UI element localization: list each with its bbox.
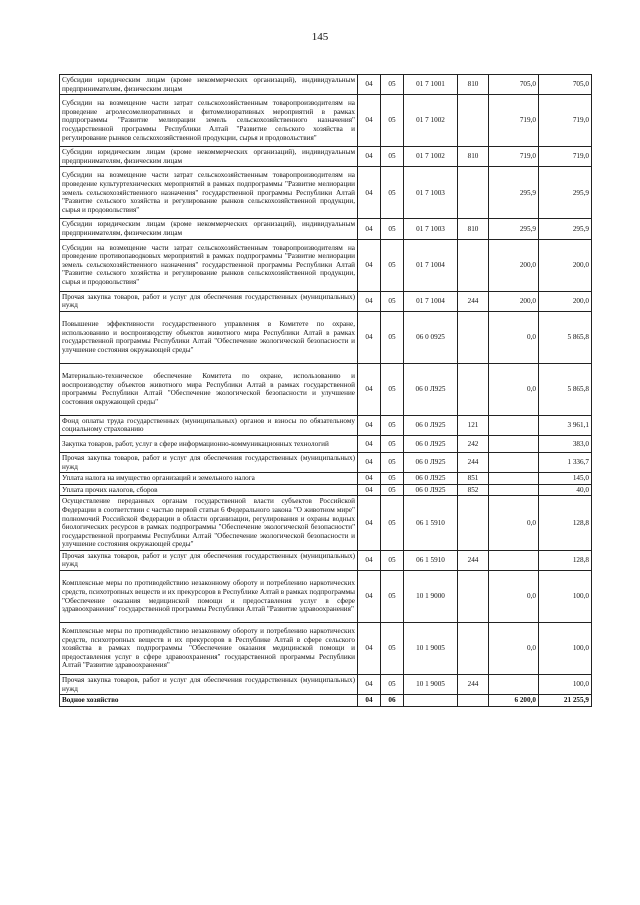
- cell-subsection: 05: [381, 484, 404, 496]
- cell-expense-type: 244: [458, 550, 489, 570]
- cell-section: 04: [358, 496, 381, 551]
- cell-amount-2: 21 255,9: [539, 695, 592, 707]
- cell-section: 04: [358, 239, 381, 291]
- cell-amount-2: 5 865,8: [539, 363, 592, 415]
- table-row: [60, 550, 592, 570]
- cell-target-article: 10 1 9000: [404, 571, 458, 623]
- cell-subsection: 05: [381, 452, 404, 472]
- cell-target-article: 01 7 1001: [404, 75, 458, 95]
- cell-name: Осуществление переданных органам государственной власти субъектов Российской Федерации в соответствии с частью первой статьи 6 Федерального закона "О животном мире" полномочий Российской Федерации в области организации, регулирования и охраны водных биологических ресурсов в рамках подпрограммы "Обеспечение экологической безопасности" государственной программы Республики Алтай "Обеспечение экологической безопасности и улучшение состояния окружающей среды": [60, 496, 358, 551]
- table-row: [60, 363, 592, 415]
- table-row: [60, 496, 592, 551]
- cell-name: Комплексные меры по противодействию незаконному обороту и потреблению наркотических средств, психотропных веществ и их прекурсоров в Республике Алтай в сфере сельского хозяйства в рамках подпрограммы "Обеспечение оказания медицинской помощи и предоставления услуг в сфере здравоохранения" государственной программы Республики Алтай "Развитие здравоохранения": [60, 623, 358, 675]
- cell-expense-type: [458, 695, 489, 707]
- cell-subsection: 05: [381, 311, 404, 363]
- cell-target-article: 01 7 1002: [404, 95, 458, 147]
- table-row: [60, 167, 592, 219]
- cell-amount-2: 3 961,1: [539, 415, 592, 435]
- cell-name: Субсидии юридическим лицам (кроме некоммерческих организаций), индивидуальным предпринимателям, физическим лицам: [60, 75, 358, 95]
- cell-section: 04: [358, 147, 381, 167]
- cell-name: Повышение эффективности государственного управления в Комитете по охране, использованию и воспроизводству объектов животного мира Республики Алтай в рамках государственной программы Республики Алтай "Обеспечение экологической безопасности и улучшение состояния окружающей среды": [60, 311, 358, 363]
- cell-section: 04: [358, 675, 381, 695]
- cell-subsection: 05: [381, 623, 404, 675]
- cell-amount-2: 719,0: [539, 147, 592, 167]
- table-row: [60, 311, 592, 363]
- cell-section: 04: [358, 452, 381, 472]
- cell-subsection: 05: [381, 291, 404, 311]
- cell-subsection: 05: [381, 435, 404, 452]
- table-row: [60, 623, 592, 675]
- cell-target-article: 01 7 1002: [404, 147, 458, 167]
- cell-expense-type: [458, 311, 489, 363]
- cell-subsection: 05: [381, 219, 404, 239]
- cell-amount-2: 383,0: [539, 435, 592, 452]
- cell-amount-2: 719,0: [539, 95, 592, 147]
- cell-expense-type: 852: [458, 484, 489, 496]
- cell-amount-1: 719,0: [489, 147, 539, 167]
- cell-name: Водное хозяйство: [60, 695, 358, 707]
- cell-expense-type: [458, 623, 489, 675]
- cell-subsection: 05: [381, 95, 404, 147]
- cell-amount-1: [489, 452, 539, 472]
- cell-subsection: 05: [381, 167, 404, 219]
- budget-table: [59, 74, 592, 707]
- cell-amount-1: 295,9: [489, 219, 539, 239]
- cell-subsection: 05: [381, 363, 404, 415]
- table-row: [60, 415, 592, 435]
- cell-target-article: 06 0 Л925: [404, 363, 458, 415]
- cell-name: Субсидии на возмещение части затрат сельскохозяйственным товаропроизводителям на проведение агролесомелиоративных и фитомелиоративных мероприятий в рамках подпрограммы "Развитие мелиорации земель сельскохозяйственного назначения" государственной программы Республики Алтай "Развитие сельского хозяйства и регулирование рынков сельскохозяйственной продукции, сырья и продовольствия": [60, 95, 358, 147]
- cell-target-article: 06 0 Л925: [404, 484, 458, 496]
- table-row: [60, 95, 592, 147]
- cell-section: 04: [358, 219, 381, 239]
- cell-section: 04: [358, 695, 381, 707]
- table-row: [60, 75, 592, 95]
- cell-amount-2: 200,0: [539, 291, 592, 311]
- cell-target-article: 10 1 9005: [404, 623, 458, 675]
- table-row: [60, 291, 592, 311]
- cell-subsection: 05: [381, 571, 404, 623]
- cell-subsection: 05: [381, 496, 404, 551]
- cell-amount-2: 200,0: [539, 239, 592, 291]
- cell-subsection: 05: [381, 550, 404, 570]
- cell-name: Прочая закупка товаров, работ и услуг для обеспечения государственных (муниципальных) нужд: [60, 452, 358, 472]
- cell-name: Уплата прочих налогов, сборов: [60, 484, 358, 496]
- cell-expense-type: 242: [458, 435, 489, 452]
- cell-expense-type: 244: [458, 452, 489, 472]
- cell-section: 04: [358, 550, 381, 570]
- cell-target-article: [404, 695, 458, 707]
- cell-subsection: 05: [381, 415, 404, 435]
- cell-name: Прочая закупка товаров, работ и услуг для обеспечения государственных (муниципальных) нужд: [60, 291, 358, 311]
- cell-section: 04: [358, 435, 381, 452]
- cell-name: Субсидии на возмещение части затрат сельскохозяйственным товаропроизводителям на проведение культуртехнических мероприятий в рамках подпрограммы "Развитие мелиорации земель сельскохозяйственного назначения" государственной программы Республики Алтай "Развитие сельского хозяйства и регулирование рынков сельскохозяйственной продукции, сырья и продовольствия": [60, 167, 358, 219]
- cell-amount-1: 705,0: [489, 75, 539, 95]
- cell-amount-1: 200,0: [489, 239, 539, 291]
- table-row: [60, 675, 592, 695]
- cell-target-article: 01 7 1004: [404, 239, 458, 291]
- cell-amount-1: [489, 435, 539, 452]
- cell-section: 04: [358, 167, 381, 219]
- cell-target-article: 01 7 1003: [404, 167, 458, 219]
- cell-name: Уплата налога на имущество организаций и земельного налога: [60, 473, 358, 485]
- cell-amount-2: 128,8: [539, 550, 592, 570]
- cell-subsection: 05: [381, 473, 404, 485]
- cell-name: Субсидии юридическим лицам (кроме некоммерческих организаций), индивидуальным предпринимателям, физическим лицам: [60, 219, 358, 239]
- cell-expense-type: [458, 167, 489, 219]
- cell-section: 04: [358, 571, 381, 623]
- table-row: [60, 219, 592, 239]
- cell-section: 04: [358, 363, 381, 415]
- cell-amount-1: 719,0: [489, 95, 539, 147]
- cell-target-article: 06 1 5910: [404, 550, 458, 570]
- cell-target-article: 10 1 9005: [404, 675, 458, 695]
- cell-subsection: 05: [381, 75, 404, 95]
- cell-name: Субсидии на возмещение части затрат сельскохозяйственным товаропроизводителям на проведение противопаводковых мероприятий в рамках подпрограммы "Развитие мелиорации земель сельскохозяйственного назначения" государственной программы Республики Алтай "Развитие сельского хозяйства и регулирование рынков сельскохозяйственной продукции, сырья и продовольствия": [60, 239, 358, 291]
- cell-expense-type: [458, 363, 489, 415]
- cell-amount-1: 0,0: [489, 623, 539, 675]
- cell-section: 04: [358, 75, 381, 95]
- table-row: [60, 147, 592, 167]
- cell-name: Комплексные меры по противодействию незаконному обороту и потреблению наркотических средств, психотропных веществ и их прекурсоров в Республике Алтай в рамках подпрограммы "Обеспечение оказания медицинской помощи и предоставления услуг в сфере здравоохранения" государственной программы Республики Алтай "Развитие здравоохранения": [60, 571, 358, 623]
- cell-amount-1: [489, 675, 539, 695]
- cell-expense-type: 244: [458, 675, 489, 695]
- cell-amount-1: 0,0: [489, 311, 539, 363]
- cell-target-article: 06 0 Л925: [404, 435, 458, 452]
- cell-amount-1: [489, 473, 539, 485]
- cell-section: 04: [358, 291, 381, 311]
- cell-amount-1: [489, 550, 539, 570]
- cell-amount-1: 6 200,0: [489, 695, 539, 707]
- cell-expense-type: 121: [458, 415, 489, 435]
- cell-amount-1: [489, 415, 539, 435]
- cell-name: Фонд оплаты труда государственных (муниципальных) органов и взносы по обязательному социальному страхованию: [60, 415, 358, 435]
- cell-name: Прочая закупка товаров, работ и услуг для обеспечения государственных (муниципальных) нужд: [60, 675, 358, 695]
- cell-amount-1: 0,0: [489, 363, 539, 415]
- cell-amount-1: 0,0: [489, 571, 539, 623]
- cell-amount-2: 295,9: [539, 219, 592, 239]
- cell-target-article: 06 0 Л925: [404, 452, 458, 472]
- cell-target-article: 01 7 1003: [404, 219, 458, 239]
- cell-amount-2: 295,9: [539, 167, 592, 219]
- cell-target-article: 01 7 1004: [404, 291, 458, 311]
- cell-expense-type: 810: [458, 75, 489, 95]
- table-row: [60, 484, 592, 496]
- cell-amount-2: 100,0: [539, 571, 592, 623]
- cell-section: 04: [358, 473, 381, 485]
- cell-name: Прочая закупка товаров, работ и услуг для обеспечения государственных (муниципальных) нужд: [60, 550, 358, 570]
- cell-expense-type: 810: [458, 147, 489, 167]
- cell-amount-2: 1 336,7: [539, 452, 592, 472]
- cell-amount-2: 128,8: [539, 496, 592, 551]
- cell-amount-2: 100,0: [539, 675, 592, 695]
- cell-subsection: 05: [381, 239, 404, 291]
- cell-amount-2: 145,0: [539, 473, 592, 485]
- table-row: [60, 452, 592, 472]
- cell-name: Закупка товаров, работ, услуг в сфере информационно-коммуникационных технологий: [60, 435, 358, 452]
- cell-amount-1: 0,0: [489, 496, 539, 551]
- cell-expense-type: 244: [458, 291, 489, 311]
- cell-expense-type: [458, 95, 489, 147]
- cell-expense-type: 851: [458, 473, 489, 485]
- cell-name: Субсидии юридическим лицам (кроме некоммерческих организаций), индивидуальным предпринимателям, физическим лицам: [60, 147, 358, 167]
- table-row: [60, 435, 592, 452]
- cell-amount-2: 100,0: [539, 623, 592, 675]
- cell-section: 04: [358, 623, 381, 675]
- cell-expense-type: [458, 496, 489, 551]
- cell-expense-type: [458, 239, 489, 291]
- cell-expense-type: 810: [458, 219, 489, 239]
- cell-section: 04: [358, 415, 381, 435]
- cell-subsection: 05: [381, 147, 404, 167]
- cell-name: Материально-техническое обеспечение Комитета по охране, использованию и воспроизводству объектов животного мира Республики Алтай в рамках государственной программы Республики Алтай "Обеспечение экологической безопасности и улучшение состояния окружающей среды": [60, 363, 358, 415]
- table-row: [60, 239, 592, 291]
- table-row-total: [60, 695, 592, 707]
- cell-subsection: 05: [381, 675, 404, 695]
- table-row: [60, 473, 592, 485]
- cell-section: 04: [358, 311, 381, 363]
- cell-subsection: 06: [381, 695, 404, 707]
- cell-amount-2: 705,0: [539, 75, 592, 95]
- cell-amount-1: [489, 484, 539, 496]
- cell-target-article: 06 0 0925: [404, 311, 458, 363]
- cell-section: 04: [358, 484, 381, 496]
- table-row: [60, 571, 592, 623]
- cell-amount-1: 200,0: [489, 291, 539, 311]
- cell-target-article: 06 0 Л925: [404, 473, 458, 485]
- cell-target-article: 06 1 5910: [404, 496, 458, 551]
- cell-expense-type: [458, 571, 489, 623]
- cell-amount-1: 295,9: [489, 167, 539, 219]
- cell-target-article: 06 0 Л925: [404, 415, 458, 435]
- cell-amount-2: 40,0: [539, 484, 592, 496]
- page-number: 145: [311, 31, 329, 43]
- cell-section: 04: [358, 95, 381, 147]
- cell-amount-2: 5 865,8: [539, 311, 592, 363]
